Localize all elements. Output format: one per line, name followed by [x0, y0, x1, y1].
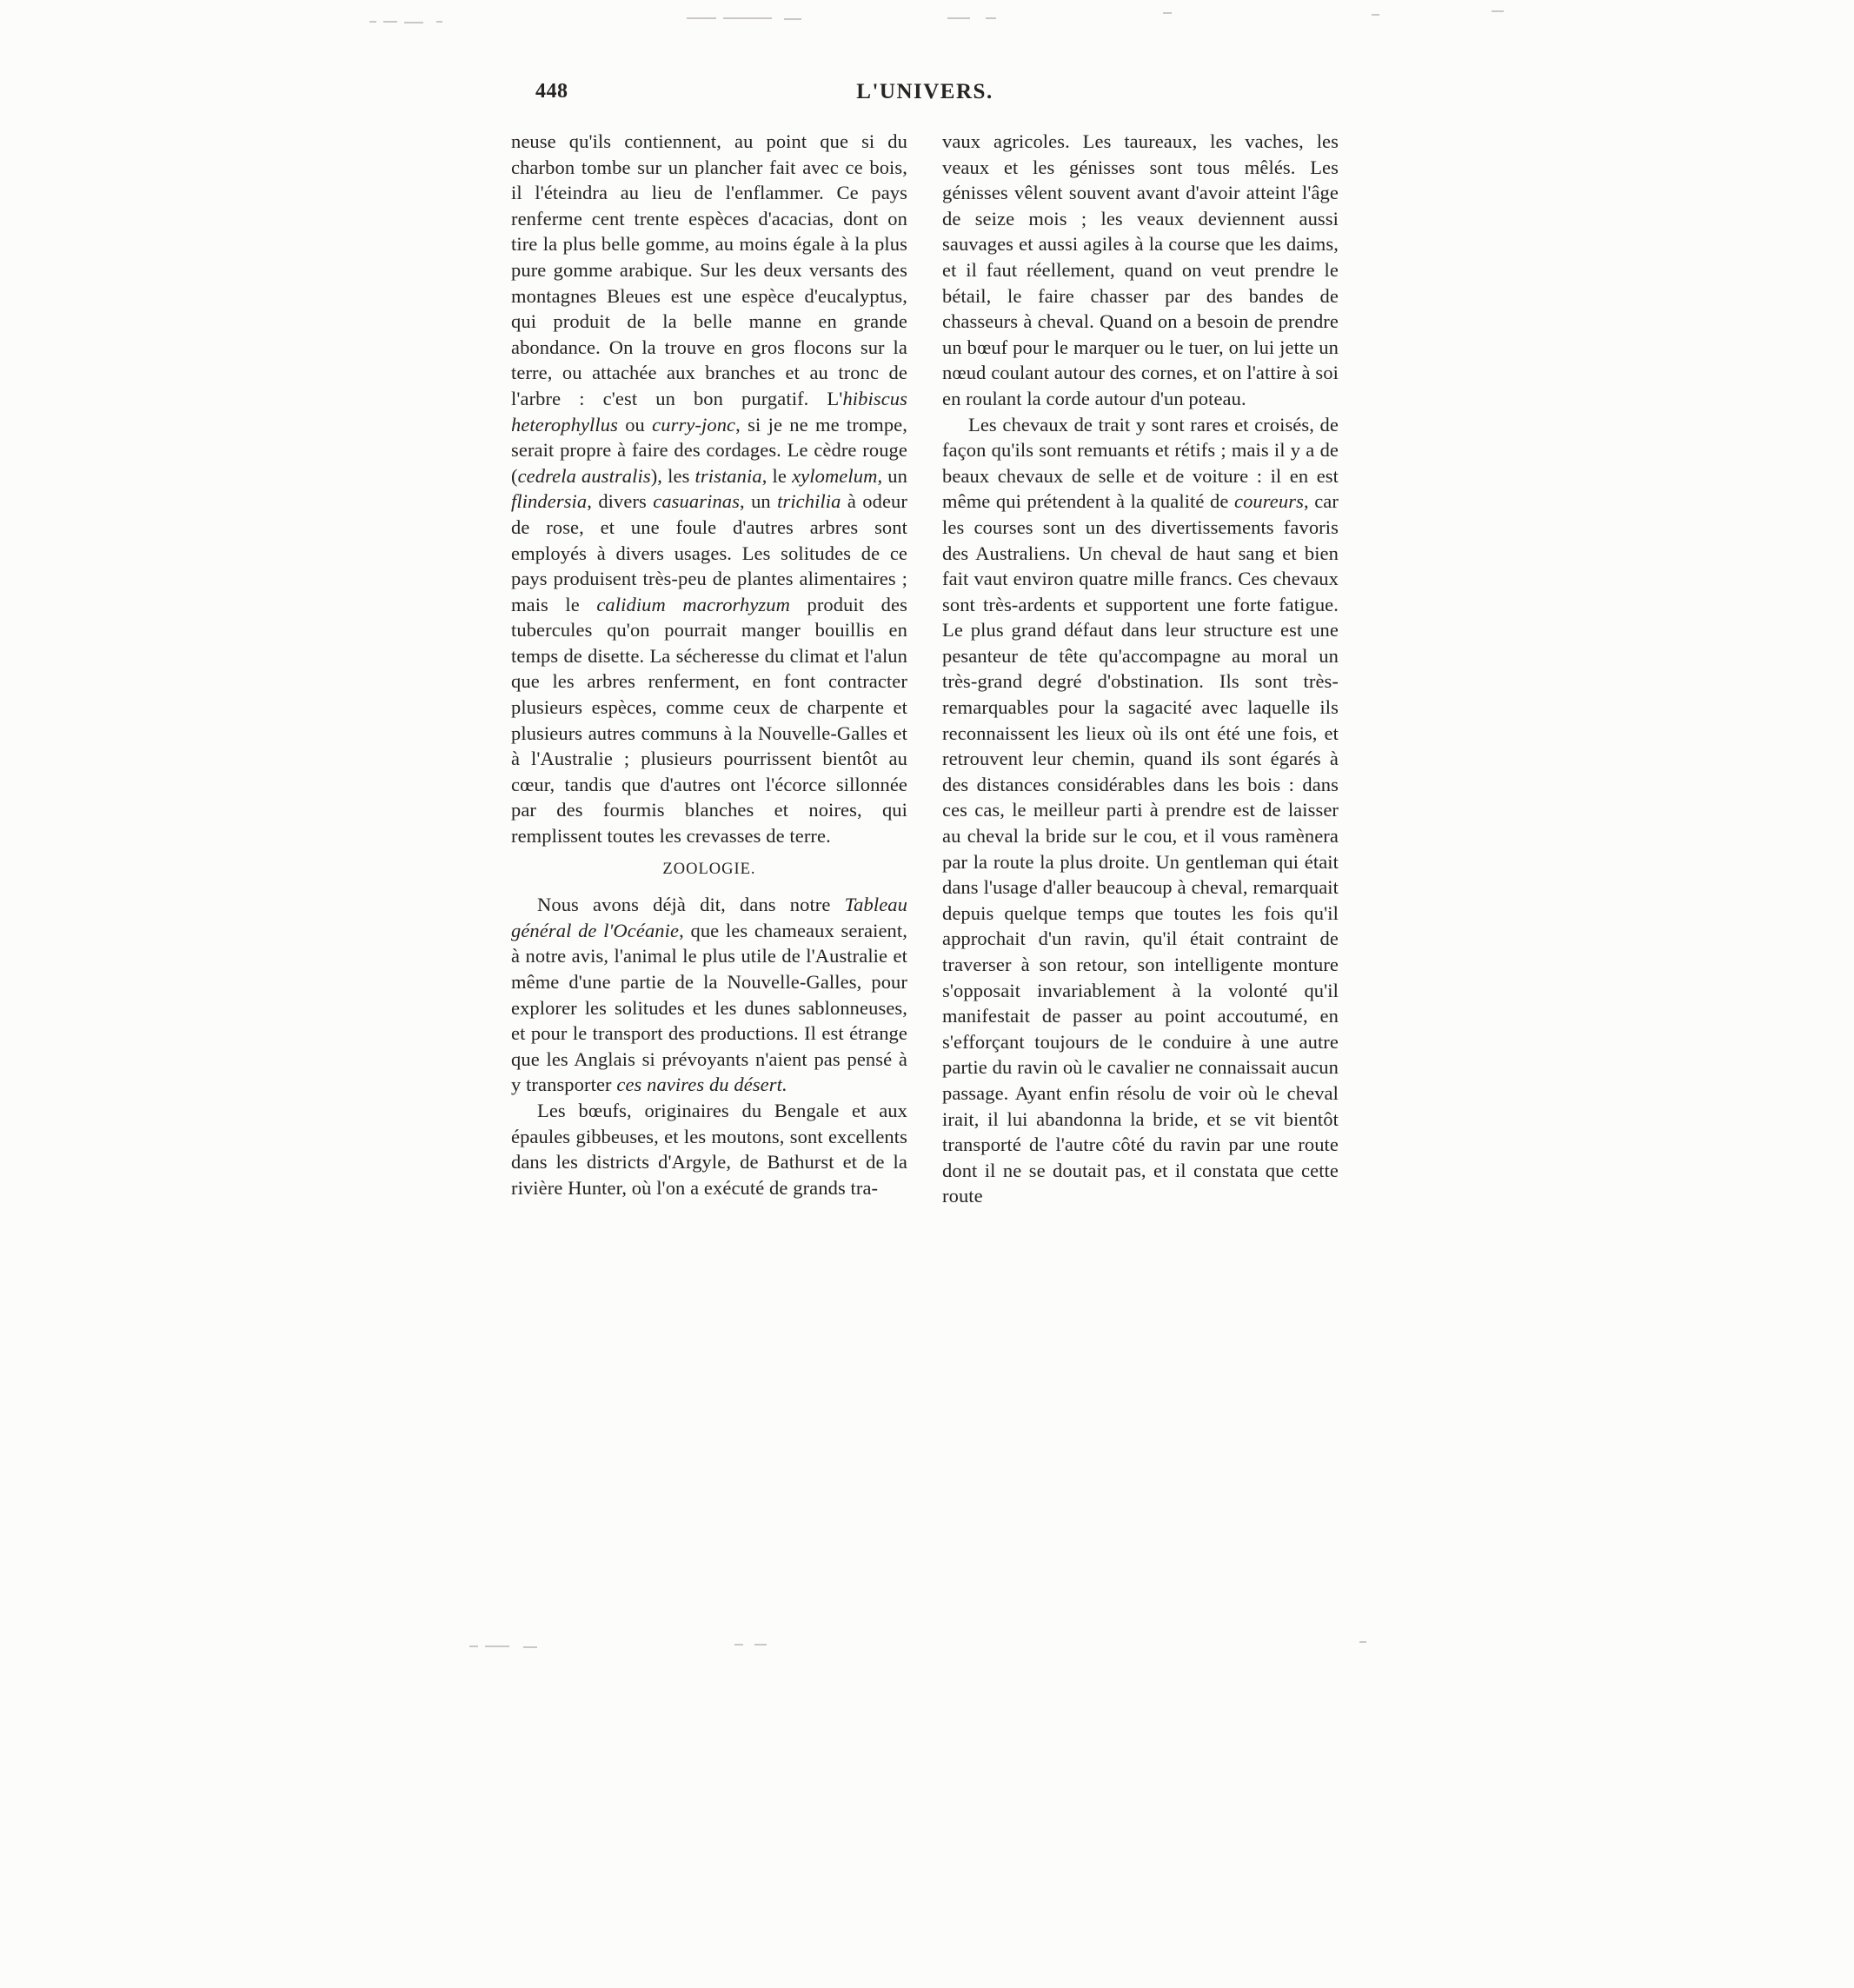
scan-artifact [383, 21, 397, 23]
scan-artifact [469, 1646, 478, 1647]
running-title: L'UNIVERS. [856, 80, 993, 103]
paragraph: Les chevaux de trait y sont rares et croisés, de façon qu'ils sont remuants et rétifs ; mais il y a de beaux chevaux de selle et de voiture : il en est même qui prétendent à la qualité de coureurs, car les courses sont un des divertissements favoris des Australiens. Un cheval de haut sang et bien fait vaut environ quatre mille francs. Ces chevaux sont très-ardents et supportent une forte fatigue. Le plus grand défaut dans leur structure est une pesanteur de tête qu'accompagne au moral un très-grand degré d'obstination. Ils sont très-remarquables pour la sagacité avec laquelle ils reconnaissent les lieux où ils ont été une fois, et retrouvent leur chemin, quand ils sont égarés à des distances considérables dans les bois : dans ces cas, le meilleur parti à prendre est de laisser au cheval la bride sur le cou, et il vous ramènera par la route la plus droite. Un gentleman qui était dans l'usage d'aller beaucoup à cheval, remarquait depuis quelque temps que toutes les fois qu'il approchait d'un ravin, qu'il était contraint de traverser à son retour, son intelligente monture s'opposait invariablement à la volonté qu'il manifestait de passer au point accoutumé, en s'efforçant toujours de le conduire à une autre partie du ravin où le cavalier ne connaissait aucun passage. Ayant enfin résolu de voir où le cheval irait, il lui abandonna la bride, et se vit bientôt transporté de l'autre côté du ravin par une route dont il ne se doutait pas, et il constata que cette route [942, 413, 1339, 1207]
scan-artifact [369, 21, 376, 23]
scan-artifact [734, 1644, 743, 1646]
scan-artifact [485, 1646, 509, 1647]
scan-artifact [1163, 12, 1172, 14]
two-column-layout [511, 129, 1339, 1209]
paragraph: vaux agricoles. Les taureaux, les vaches, les veaux et les génisses sont tous mêlés. Les génisses vêlent souvent avant d'avoir atteint l'âge de seize mois ; les veaux deviennent aussi sauvages et aussi agiles à la course que les daims, et il faut réellement, quand on veut prendre le bétail, le faire chasser par des bandes de chasseurs à cheval. Quand on a besoin de prendre un bœuf pour le marquer ou le tuer, on lui jette un nœud coulant autour des cornes, et on l'attire à soi en roulant la corde autour d'un poteau. [942, 130, 1339, 409]
paragraph: Les bœufs, originaires du Bengale et aux épaules gibbeuses, et les moutons, sont excellents dans les districts d'Argyle, de Bathurst et de la rivière Hunter, où l'on a exécuté de grands tra- [511, 1099, 907, 1199]
scan-artifact [986, 17, 996, 19]
scan-artifact [404, 22, 423, 23]
scan-artifact [1359, 1641, 1366, 1643]
page-number: 448 [535, 80, 568, 103]
scan-artifact [436, 21, 442, 23]
scan-artifact [754, 1644, 767, 1646]
scan-artifact [1372, 14, 1379, 16]
scan-artifact [947, 17, 970, 19]
right-column [942, 129, 1339, 1209]
text-block [511, 80, 1339, 1209]
paragraph: neuse qu'ils contiennent, au point que si du charbon tombe sur un plancher fait avec ce bois, il l'éteindra au lieu de l'enflammer. Ce pays renferme cent trente espèces d'acacias, dont on tire la plus belle gomme, au moins égale à la plus pure gomme arabique. Sur les deux versants des montagnes Bleues est une espèce d'eucalyptus, qui produit de la belle manne en grande abondance. On la trouve en gros flocons sur la terre, ou attachée aux branches et au tronc de l'arbre : c'est un bon purgatif. L'hibiscus heterophyllus ou curry-jonc, si je ne me trompe, serait propre à faire des cordages. Le cèdre rouge (cedrela australis), les tristania, le xylomelum, un flindersia, divers casuarinas, un trichilia à odeur de rose, et une foule d'autres arbres sont employés à divers usages. Les solitudes de ce pays produisent très-peu de plantes alimentaires ; mais le calidium macrorhyzum produit des tubercules qu'on pourrait manger bouillis en temps de disette. La sécheresse du climat et l'alun que les arbres renferment, en font contracter plusieurs espèces, comme ceux de charpente et plusieurs autres communs à la Nouvelle-Galles et à l'Australie ; plusieurs pourrissent bientôt au cœur, tandis que d'autres ont l'écorce sillonnée par des fourmis blanches et noires, qui remplissent toutes les crevasses de terre. [511, 130, 907, 848]
scan-artifact [687, 17, 716, 19]
scan-artifact [523, 1646, 537, 1648]
scan-artifact [784, 18, 801, 20]
page-header [511, 80, 1339, 115]
scan-artifact [723, 17, 772, 19]
scan-artifact [1492, 10, 1504, 12]
section-heading: ZOOLOGIE. [662, 860, 756, 878]
left-column [511, 129, 907, 1209]
paragraph: Nous avons déjà dit, dans notre Tableau général de l'Océanie, que les chameaux seraient, à notre avis, l'animal le plus utile de l'Australie et même d'une partie de la Nouvelle-Galles, pour explorer les solitudes et les dunes sablonneuses, et pour le transport des productions. Il est étrange que les Anglais si prévoyants n'aient pas pensé à y transporter ces navires du désert. [511, 894, 907, 1096]
